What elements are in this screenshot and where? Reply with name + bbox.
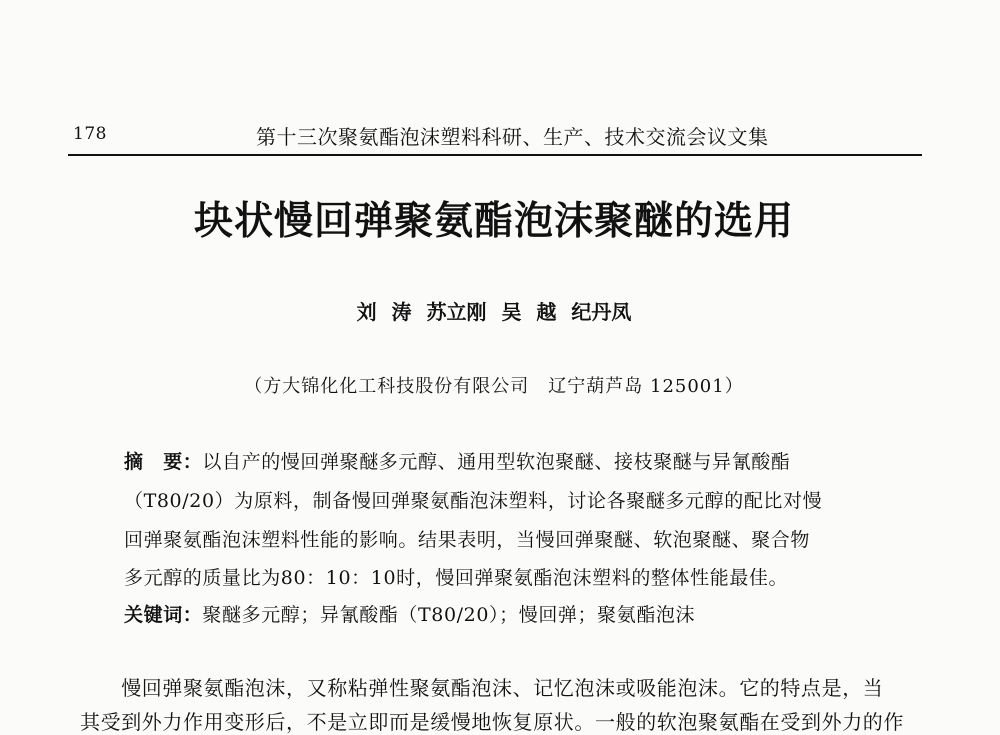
abstract-line-1 xyxy=(124,447,790,474)
affiliation: （方大锦化化工科技股份有限公司 辽宁葫芦岛 125001） xyxy=(244,376,744,397)
keywords-label: 关键词： xyxy=(124,604,203,626)
abstract-line-2: （T80/20）为原料，制备慢回弹聚氨酯泡沫塑料，讨论各聚醚多元醇的配比对慢 xyxy=(124,490,823,512)
paper-title: 块状慢回弹聚氨酯泡沫聚醚的选用 xyxy=(193,199,794,244)
body-line-1: 慢回弹聚氨酯泡沫，又称粘弹性聚氨酯泡沫、记忆泡沫或吸能泡沫。它的特点是，当 xyxy=(80,676,884,700)
authors: 刘 涛 苏立刚 吴 越 纪丹凤 xyxy=(356,300,632,324)
header-rule xyxy=(68,154,922,156)
body-line-2: 其受到外力作用变形后，不是立即而是缓慢地恢复原状。一般的软泡聚氨酯在受到外力的作 xyxy=(80,710,904,734)
abstract-text: 以自产的慢回弹聚醚多元醇、通用型软泡聚醚、接枝聚醚与异氰酸酯 xyxy=(202,451,791,473)
abstract-line-4: 多元醇的质量比为80：10：10时，慢回弹聚氨酯泡沫塑料的整体性能最佳。 xyxy=(124,567,789,589)
abstract-line-3: 回弹聚氨酯泡沫塑料性能的影响。结果表明，当慢回弹聚醚、软泡聚醚、聚合物 xyxy=(124,529,811,551)
page-number: 178 xyxy=(73,124,107,144)
abstract-label: 摘 要： xyxy=(124,451,203,473)
keywords-line xyxy=(124,600,695,627)
keywords-text: 聚醚多元醇；异氰酸酯（T80/20）；慢回弹；聚氨酯泡沫 xyxy=(202,604,696,626)
running-header: 第十三次聚氨酯泡沫塑料科研、生产、技术交流会议文集 xyxy=(256,125,769,149)
